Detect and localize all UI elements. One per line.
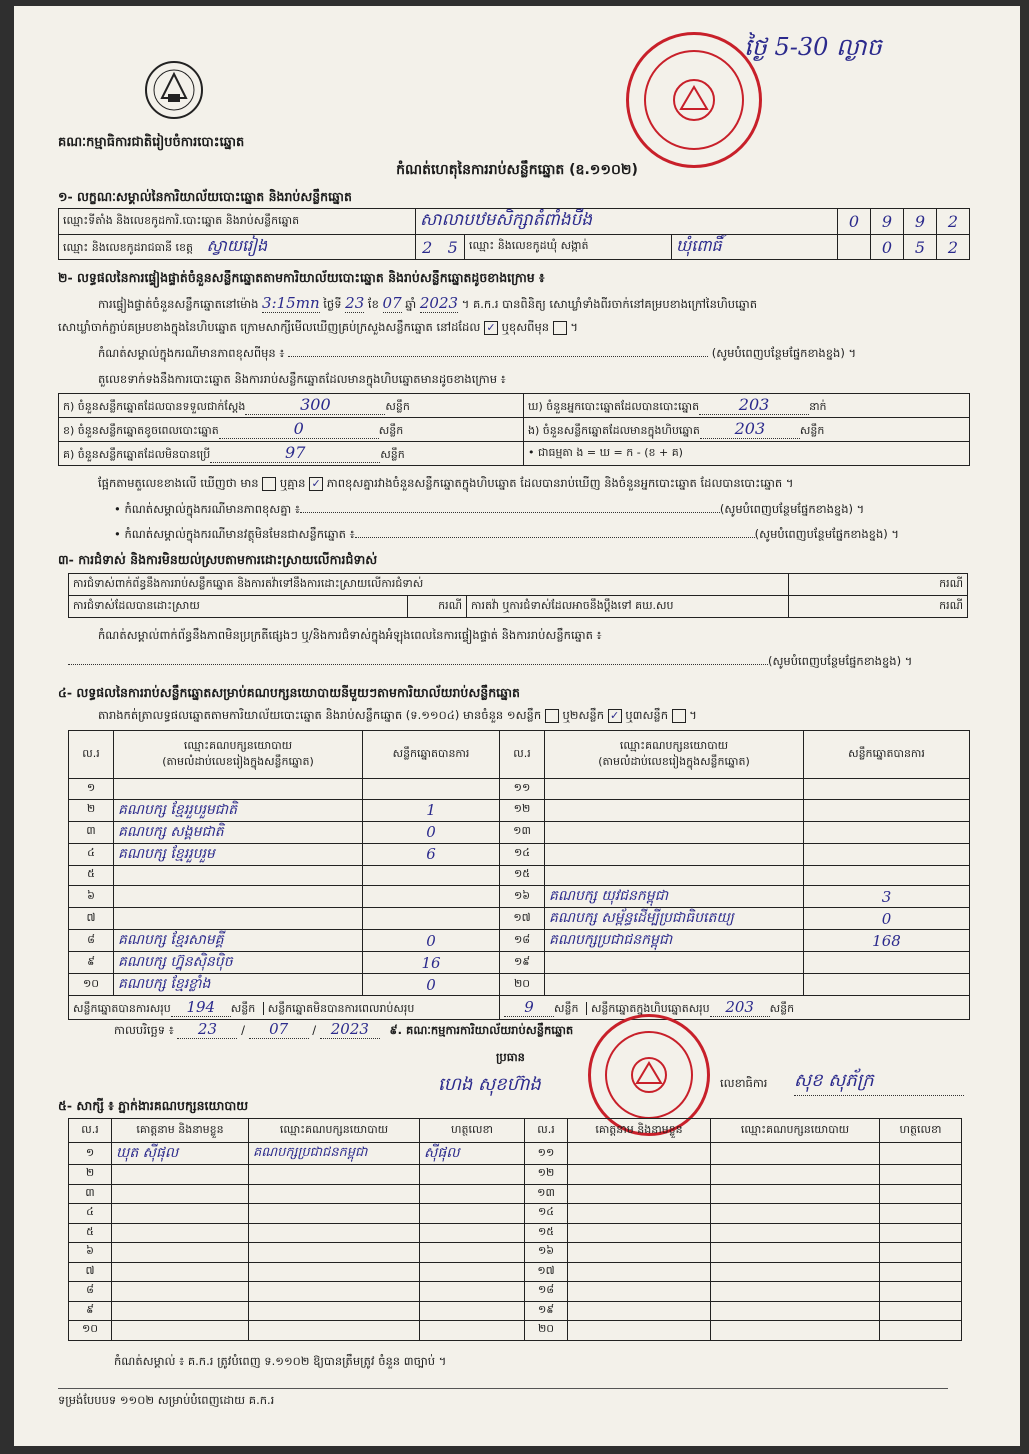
witness-name	[568, 1184, 711, 1204]
party-no: ១	[69, 779, 114, 800]
valid-total-value: 194	[171, 998, 231, 1017]
witness-party: គណបក្សប្រជាជនកម្ពុជា	[249, 1143, 420, 1165]
party-votes: 3	[804, 886, 970, 908]
witness-party	[711, 1282, 880, 1302]
witness-signature	[880, 1243, 962, 1263]
witness-name	[112, 1243, 249, 1263]
section-3-heading: ៣- ការជំទាស់ និងការមិនយល់ស្របតាមការដោះស្រាយលើការជំទាស់	[58, 552, 378, 567]
unused-ballots-value: 97	[210, 443, 380, 463]
col-name: គោត្តនាម និងនាមខ្លួន	[112, 1119, 249, 1143]
party-votes	[363, 779, 500, 800]
station-code-digit: 0	[838, 209, 871, 235]
ballot-figures-table	[58, 393, 970, 466]
same-checkbox[interactable]: ✓	[484, 321, 498, 335]
verification-month: 07	[382, 294, 402, 312]
party-name: គណបក្ស សង្គមជាតិ	[114, 821, 363, 843]
table-row	[69, 865, 970, 886]
two-sheets-checkbox[interactable]: ✓	[608, 709, 622, 723]
commune-code-digit: 5	[904, 235, 937, 260]
party-name	[545, 799, 804, 821]
witness-no: ៥	[69, 1223, 112, 1243]
witness-signature	[880, 1282, 962, 1302]
party-name	[114, 779, 363, 800]
figures-intro: តួលេខទាក់ទងនឹងការបោះឆ្នោត និងការរាប់សន្លឹកឆ្នោតដែលមានក្នុងហិបឆ្នោតមានដូចខាងក្រោម ៖	[98, 372, 506, 386]
complaints-table	[68, 573, 968, 618]
case-count: ករណី	[789, 574, 968, 596]
difference-note-2: • កំណត់សម្គាល់ក្នុងករណីមានភាពខុសគ្នា ៖ (សូមបំពេញបន្ថែមផ្នែកខាងខ្នង) ។	[114, 502, 865, 516]
chair-label: ប្រធាន	[496, 1050, 525, 1064]
col-no: ល.រ	[69, 731, 114, 779]
received-ballots: ក) ចំនួនសន្លឹកឆ្នោតដែលបានទទួលជាក់ស្តែង 300 សន្លឹក	[59, 394, 524, 418]
chair-signature: ហេង សុខហ៊ាង	[438, 1074, 541, 1095]
no-difference-checkbox[interactable]: ✓	[309, 477, 323, 491]
col-party: ឈ្មោះគណបក្សនយោបាយ (តាមលំដាប់លេខរៀងក្នុងសន្លឹកឆ្នោត)	[545, 731, 804, 779]
party-name: គណបក្សប្រជាជនកម្ពុជា	[545, 930, 804, 952]
witness-no: ១៩	[525, 1301, 568, 1321]
party-name	[114, 908, 363, 930]
non-ballot-note: • កំណត់សម្គាល់ក្នុងករណីមានវត្ថុមិនមែនជាសន្លឹកឆ្នោត ៖ (សូមបំពេញបន្ថែមផ្នែកខាងខ្នង) ។	[114, 527, 899, 541]
witness-party	[711, 1321, 880, 1341]
table-row	[69, 843, 970, 865]
witness-name	[112, 1165, 249, 1185]
table-row	[69, 1143, 962, 1165]
station-code-digit: 2	[937, 209, 970, 235]
party-no: ៦	[69, 886, 114, 908]
form-footer: ទម្រង់បែបបទ ១១០២ សម្រាប់បំពេញដោយ គ.ក.រ	[58, 1388, 948, 1410]
witness-party	[249, 1204, 420, 1224]
witness-name	[112, 1223, 249, 1243]
witness-party	[249, 1243, 420, 1263]
table-row	[69, 1282, 962, 1302]
col-name: គោត្តនាម និងនាមខ្លួន	[568, 1119, 711, 1143]
witness-signature	[880, 1223, 962, 1243]
col-votes: សន្លឹកឆ្នោតបានការ	[804, 731, 970, 779]
voters-who-voted: ឃ) ចំនួនអ្នកបោះឆ្នោតដែលបានបោះឆ្នោត 203 នាក់	[524, 394, 970, 418]
party-votes	[804, 821, 970, 843]
party-name	[545, 821, 804, 843]
table-row	[69, 1223, 962, 1243]
section-2-heading: ២- លទ្ធផលនៃការផ្ទៀងផ្ទាត់ចំនួនសន្លឹកឆ្នោតតាមការិយាល័យបោះឆ្នោត និងរាប់សន្លឹកឆ្នោតដូចខាងក្រោម ៖	[58, 270, 545, 285]
witness-party	[711, 1204, 880, 1224]
party-votes: 16	[363, 952, 500, 974]
witness-signature	[420, 1301, 525, 1321]
section-5-heading: ៥- សាក្សី ៖ ភ្នាក់ងារគណបក្សនយោបាយ	[58, 1098, 249, 1113]
unused-ballots: គ) ចំនួនសន្លឹកឆ្នោតដែលមិនបានប្រើ 97 សន្លឹក	[59, 442, 524, 466]
verification-time: 3:15mn	[262, 294, 320, 312]
party-no: ៥	[69, 865, 114, 886]
witness-no: ១១	[525, 1143, 568, 1165]
party-name: គណបក្ស ខ្មែររួបរួមជាតិ	[114, 799, 363, 821]
party-no: ២	[69, 799, 114, 821]
case-count: ករណី	[408, 596, 467, 618]
table-row	[69, 974, 970, 996]
table-row	[69, 1321, 962, 1341]
party-votes: 0	[804, 908, 970, 930]
col-party: ឈ្មោះគណបក្សនយោបាយ (តាមលំដាប់លេខរៀងក្នុងសន្លឹកឆ្នោត)	[114, 731, 363, 779]
party-no: ៤	[69, 843, 114, 865]
witness-signature	[420, 1223, 525, 1243]
witness-no: ១៤	[525, 1204, 568, 1224]
witness-party	[249, 1165, 420, 1185]
different-checkbox[interactable]	[553, 321, 567, 335]
witness-party	[249, 1184, 420, 1204]
witness-name	[568, 1223, 711, 1243]
station-code-digit: 9	[871, 209, 904, 235]
one-sheet-checkbox[interactable]	[545, 709, 559, 723]
party-results-table	[68, 730, 970, 1020]
witness-no: ១៨	[525, 1282, 568, 1302]
witness-signature	[420, 1282, 525, 1302]
party-votes	[363, 865, 500, 886]
witness-signature	[880, 1262, 962, 1282]
party-name	[545, 779, 804, 800]
witness-party	[711, 1301, 880, 1321]
handwritten-receipt-note: ថ្ងៃ 5-30 ល្ងាច	[744, 33, 882, 61]
difference-note-line: កំណត់សម្គាល់ក្នុងករណីមានភាពខុសពីមុន ៖ (សូមបំពេញបន្ថែមផ្នែកខាងខ្នង) ។	[98, 346, 857, 360]
verification-line: ការផ្ទៀងផ្ទាត់ចំនួនសន្លឹកឆ្នោតនៅម៉ោង 3:15mn ថ្ងៃទី 23 ខែ 07 ឆ្នាំ 2023 ។ គ.ក.រ បានពិនិត្យ សោឃ្លាំទាំងពីរចាក់នៅគម្របខាងក្រៅនៃហិបឆ្នោត	[98, 294, 758, 312]
irregularity-note: កំណត់សម្គាល់ពាក់ព័ន្ធនឹងភាពមិនប្រក្រតីផ្សេងៗ ឬ/និងការជំទាស់ក្នុងអំឡុងពេលនៃការផ្ទៀងផ្ទាត់ និងការរាប់សន្លឹកឆ្នោត ៖	[98, 628, 602, 642]
witness-signature	[420, 1321, 525, 1341]
irregularity-note-line: (សូមបំពេញបន្ថែមផ្នែកខាងខ្នង) ។	[68, 654, 988, 671]
party-name	[545, 952, 804, 974]
party-votes	[804, 779, 970, 800]
case-count: ករណី	[789, 596, 968, 618]
party-no: ៨	[69, 930, 114, 952]
sheets-line: តារាងកត់ត្រាលទ្ធផលឆ្នោតតាមការិយាល័យបោះឆ្នោត និងរាប់សន្លឹកឆ្នោត (ទ.១១០៤) មានចំនួន ១សន្លឹក ឬ២សន្លឹក ✓ ឬ៣សន្លឹក ។	[98, 708, 697, 722]
witness-no: ១៧	[525, 1262, 568, 1282]
table-row	[69, 1243, 962, 1263]
table-row	[69, 1262, 962, 1282]
station-label: ឈ្មោះទីតាំង និងលេខកូដការិ.បោះឆ្នោត និងរាប់សន្លឹកឆ្នោត	[59, 209, 416, 235]
party-name	[114, 886, 363, 908]
witness-no: ៧	[69, 1262, 112, 1282]
signing-date: កាលបរិច្ឆេទ ៖ 23 / 07 / 2023 ៩. គណៈកម្មការការិយាល័យរាប់សន្លឹកឆ្នោត	[114, 1020, 574, 1038]
has-difference-checkbox[interactable]	[262, 477, 276, 491]
witness-party	[249, 1321, 420, 1341]
witness-signature	[420, 1262, 525, 1282]
party-name: គណបក្ស ហ្វ៊ុនស៊ិនប៉ិច	[114, 952, 363, 974]
party-no: ១១	[500, 779, 545, 800]
party-name: គណបក្ស ខ្មែរសាមគ្គី	[114, 930, 363, 952]
party-no: ៣	[69, 821, 114, 843]
verification-day: 23	[345, 294, 365, 312]
appeal-complaints: ការតវ៉ា ឬការជំទាស់ដែលអាចនឹងប្តឹងទៅ គឃ.សប	[467, 596, 789, 618]
table-row	[69, 1184, 962, 1204]
party-votes	[804, 799, 970, 821]
table-row	[69, 1165, 962, 1185]
party-votes: 0	[363, 930, 500, 952]
secretary-signature: សុខ សុភ័ក្រ	[794, 1068, 964, 1096]
witness-no: ១៥	[525, 1223, 568, 1243]
spoiled-ballots: ខ) ចំនួនសន្លឹកឆ្នោតខូចពេលបោះឆ្នោត 0 សន្លឹក	[59, 418, 524, 442]
party-name	[545, 843, 804, 865]
party-votes: 168	[804, 930, 970, 952]
col-votes: សន្លឹកឆ្នោតបានការ	[363, 731, 500, 779]
witness-signature	[420, 1204, 525, 1224]
party-no: ៩	[69, 952, 114, 974]
witness-signature	[880, 1301, 962, 1321]
commune-value: ឃុំពោធិ៍	[672, 235, 838, 260]
witness-signature	[880, 1165, 962, 1185]
party-votes: 0	[363, 821, 500, 843]
verification-year: 2023	[419, 294, 459, 312]
party-votes: 6	[363, 843, 500, 865]
party-name	[545, 974, 804, 996]
witness-no: ៩	[69, 1301, 112, 1321]
witness-party	[711, 1143, 880, 1165]
table-row	[69, 821, 970, 843]
secretary-label: លេខាធិការ	[720, 1076, 768, 1090]
witness-party	[711, 1184, 880, 1204]
received-ballots-value: 300	[245, 395, 385, 415]
witness-signature	[420, 1165, 525, 1185]
witness-name	[112, 1184, 249, 1204]
party-votes	[804, 974, 970, 996]
witness-no: ៦	[69, 1243, 112, 1263]
witness-no: ១០	[69, 1321, 112, 1341]
province-value: ស្វាយរៀង	[206, 236, 268, 255]
table-row	[69, 908, 970, 930]
witness-name	[568, 1165, 711, 1185]
page-title: កំណត់ហេតុនៃការរាប់សន្លឹកឆ្នោត (ឧ.១១០២)	[396, 162, 638, 178]
witness-name	[568, 1321, 711, 1341]
witness-name	[568, 1301, 711, 1321]
witness-no: ២	[69, 1165, 112, 1185]
witness-no: ២០	[525, 1321, 568, 1341]
witness-name	[112, 1262, 249, 1282]
voters-value: 203	[699, 395, 809, 415]
witness-no: ៤	[69, 1204, 112, 1224]
witness-no: ១២	[525, 1165, 568, 1185]
witness-no: ៣	[69, 1184, 112, 1204]
org-name: គណៈកម្មាធិការជាតិរៀបចំការបោះឆ្នោត	[58, 135, 245, 150]
station-value: សាលាបឋមសិក្សាតំពាំងបឹង	[416, 209, 838, 235]
resolved-complaints: ការជំទាស់ដែលបានដោះស្រាយ	[69, 596, 408, 618]
col-no: ល.រ	[500, 731, 545, 779]
copies-note: កំណត់សម្គាល់ ៖ គ.ក.រ ត្រូវបំពេញ ទ.១១០២ ឱ្យបានត្រឹមត្រូវ ចំនួន ៣ច្បាប់ ។	[114, 1354, 447, 1368]
ballots-in-box: ង) ចំនួនសន្លឹកឆ្នោតដែលមានក្នុងហិបឆ្នោត 203 សន្លឹក	[524, 418, 970, 442]
three-sheets-checkbox[interactable]	[672, 709, 686, 723]
table-row	[69, 952, 970, 974]
witness-signature	[880, 1321, 962, 1341]
province-label: ឈ្មោះ និងលេខកូដរាជធានី ខេត្ត ស្វាយរៀង	[59, 235, 416, 260]
party-no: ១៥	[500, 865, 545, 886]
table-row	[69, 1204, 962, 1224]
witness-no: ៨	[69, 1282, 112, 1302]
party-no: ១៣	[500, 821, 545, 843]
table-row	[69, 930, 970, 952]
formula: • ជាធម្មតា ង = ឃ = ក - (ខ + គ)	[524, 442, 970, 466]
witness-party	[249, 1282, 420, 1302]
witness-party	[711, 1262, 880, 1282]
province-code: 2 5	[416, 235, 465, 260]
witness-name	[112, 1301, 249, 1321]
col-party: ឈ្មោះគណបក្សនយោបាយ	[711, 1119, 880, 1143]
section-1-table	[58, 208, 970, 260]
witness-signature	[880, 1204, 962, 1224]
witness-party	[249, 1301, 420, 1321]
party-no: ១៤	[500, 843, 545, 865]
party-no: ១០	[69, 974, 114, 996]
witness-signature: ស៊ីផុល	[420, 1143, 525, 1165]
witness-party	[711, 1223, 880, 1243]
witness-party	[249, 1223, 420, 1243]
valid-ballots-total: សន្លឹកឆ្នោតបានការសរុប 194 សន្លឹក សន្លឹកឆ្នោតមិនបានការពេលរាប់សរុប	[69, 996, 500, 1020]
witness-signature	[880, 1184, 962, 1204]
party-name: គណបក្ស យុវជនកម្ពុជា	[545, 886, 804, 908]
table-row	[69, 1301, 962, 1321]
party-name	[545, 865, 804, 886]
commune-code-digit: 2	[937, 235, 970, 260]
party-no: ១២	[500, 799, 545, 821]
commune-code-digit: 0	[871, 235, 904, 260]
witness-table	[68, 1118, 962, 1341]
witness-signature	[420, 1184, 525, 1204]
party-votes	[804, 952, 970, 974]
section-4-heading: ៤- លទ្ធផលនៃការរាប់សន្លឹកឆ្នោតសម្រាប់គណបក្សនយោបាយនីមួយៗតាមការិយាល័យរាប់សន្លឹកឆ្នោត	[58, 685, 520, 700]
col-no: ល.រ	[525, 1119, 568, 1143]
witness-name	[112, 1321, 249, 1341]
spoiled-ballots-value: 0	[219, 419, 379, 439]
witness-no: ១៦	[525, 1243, 568, 1263]
party-votes	[363, 886, 500, 908]
witness-party	[711, 1243, 880, 1263]
party-no: ១៩	[500, 952, 545, 974]
party-name: គណបក្ស ខ្មែររួបរួម	[114, 843, 363, 865]
table-row	[69, 886, 970, 908]
witness-signature	[420, 1243, 525, 1263]
station-code-digit: 9	[904, 209, 937, 235]
official-stamp-top	[626, 32, 762, 168]
complaints-row: ការជំទាស់ពាក់ព័ន្ធនឹងការរាប់សន្លឹកឆ្នោត និងការតវ៉ាទៅនឹងការដោះស្រាយលើការជំទាស់	[69, 574, 789, 596]
witness-party	[711, 1165, 880, 1185]
col-no: ល.រ	[69, 1119, 112, 1143]
col-party: ឈ្មោះគណបក្សនយោបាយ	[249, 1119, 420, 1143]
commune-label: ឈ្មោះ និងលេខកូដឃុំ សង្កាត់	[465, 235, 672, 260]
party-name	[114, 865, 363, 886]
witness-name	[568, 1204, 711, 1224]
party-no: ១៦	[500, 886, 545, 908]
witness-name: ឃុត ស៊ីផុល	[112, 1143, 249, 1165]
ballot-totals: 9 សន្លឹក សន្លឹកឆ្នោតក្នុងហិបឆ្នោតសរុប 203 សន្លឹក	[500, 996, 970, 1020]
witness-name	[568, 1262, 711, 1282]
party-name: គណបក្ស ខ្មែរខ្លាំង	[114, 974, 363, 996]
witness-name	[112, 1204, 249, 1224]
box-total-value: 203	[710, 998, 770, 1017]
emblem-logo	[142, 58, 206, 122]
party-no: ៧	[69, 908, 114, 930]
witness-no: ១	[69, 1143, 112, 1165]
document-page	[14, 6, 1020, 1446]
seal-status-line: សោឃ្លាំចាក់ភ្ជាប់គម្របខាងក្នុងនៃហិបឆ្នោត ក្រោមសាក្សីមើលឃើញគ្រប់ក្រសួងសន្លឹកឆ្នោត នៅដដែល ✓ ឬខុសពីមុន ។	[58, 320, 578, 334]
party-votes	[804, 843, 970, 865]
party-votes: 0	[363, 974, 500, 996]
witness-name	[568, 1143, 711, 1165]
party-name: គណបក្ស សម្ព័ន្ធដើម្បីប្រជាធិបតេយ្យ	[545, 908, 804, 930]
party-no: ២០	[500, 974, 545, 996]
party-no: ១៧	[500, 908, 545, 930]
witness-name	[568, 1243, 711, 1263]
party-votes	[804, 865, 970, 886]
compare-line: ផ្អែកតាមតួលេខខាងលើ ឃើញថា មាន ឬគ្មាន ✓ ភាពខុសគ្នារវាងចំនួនសន្លឹកឆ្នោតក្នុងហិបឆ្នោត ដែលបានរាប់ឃើញ និងចំនួនអ្នកបោះឆ្នោត ដែលបានបោះឆ្នោត ។	[98, 476, 794, 490]
invalid-total-value: 9	[504, 998, 554, 1017]
table-row	[69, 799, 970, 821]
party-votes: 1	[363, 799, 500, 821]
col-sign: ហត្ថលេខា	[420, 1119, 525, 1143]
witness-party	[249, 1262, 420, 1282]
witness-no: ១៣	[525, 1184, 568, 1204]
section-1-heading: ១- លក្ខណៈសម្គាល់នៃការិយាល័យបោះឆ្នោត និងរាប់សន្លឹកឆ្នោត	[58, 189, 352, 204]
witness-name	[112, 1282, 249, 1302]
table-row	[69, 779, 970, 800]
ballots-in-box-value: 203	[700, 419, 800, 439]
party-votes	[363, 908, 500, 930]
witness-signature	[880, 1143, 962, 1165]
witness-name	[568, 1282, 711, 1302]
party-no: ១៨	[500, 930, 545, 952]
col-sign: ហត្ថលេខា	[880, 1119, 962, 1143]
